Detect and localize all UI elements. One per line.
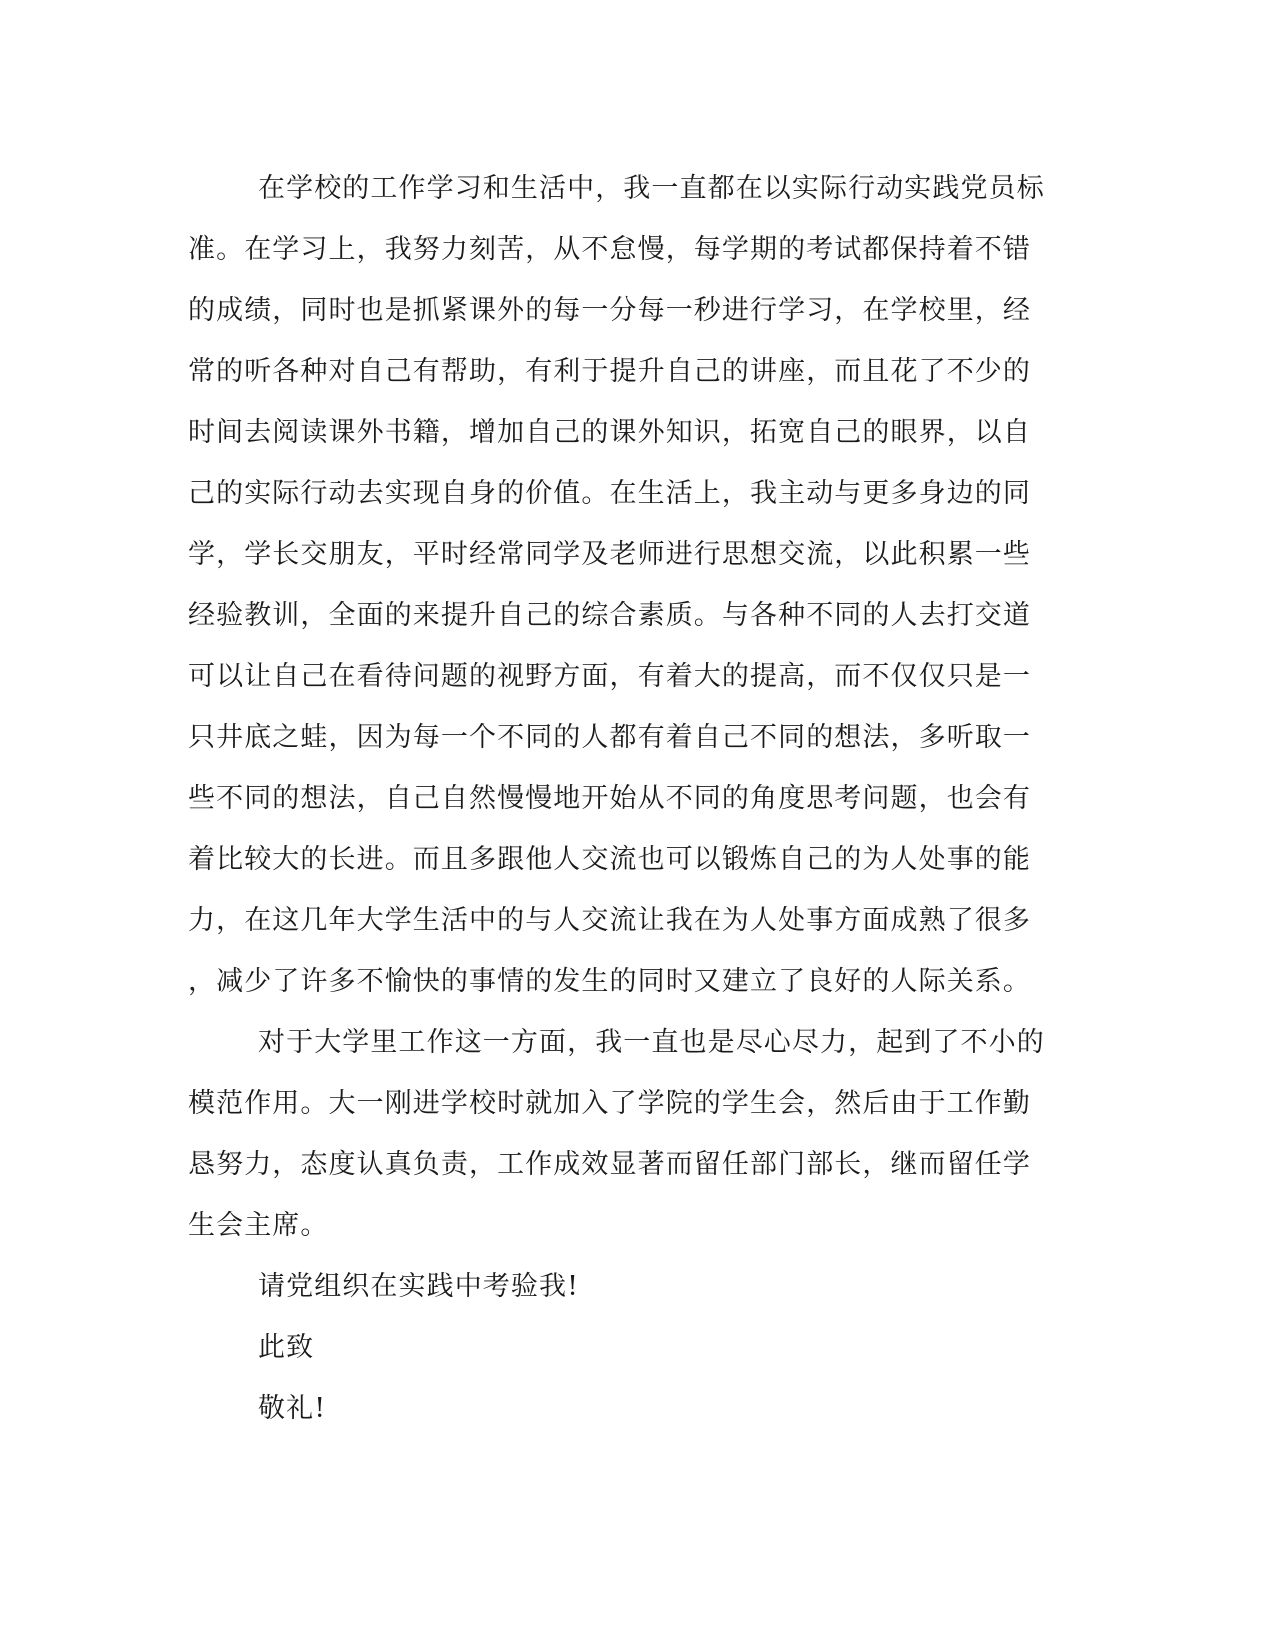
text-line: 可以让自己在看待问题的视野方面，有着大的提高，而不仅仅只是一 (188, 661, 1031, 692)
text-line: 的成绩，同时也是抓紧课外的每一分每一秒进行学习，在学校里，经 (188, 295, 1031, 326)
text-line: 己的实际行动去实现自身的价值。在生活上，我主动与更多身边的同 (188, 478, 1031, 509)
text-line: 着比较大的长进。而且多跟他人交流也可以锻炼自己的为人处事的能 (188, 844, 1031, 875)
text-line: 只井底之蛙，因为每一个不同的人都有着自己不同的想法，多听取一 (188, 722, 1031, 753)
text-line: 在学校的工作学习和生活中，我一直都在以实际行动实践党员标 (258, 173, 1045, 204)
text-line: 经验教训，全面的来提升自己的综合素质。与各种不同的人去打交道 (188, 600, 1031, 631)
text-line: 模范作用。大一刚进学校时就加入了学院的学生会，然后由于工作勤 (188, 1088, 1031, 1119)
letter-body (188, 158, 1048, 1439)
salutation-jingli: 敬礼! (258, 1393, 327, 1424)
text-line: 对于大学里工作这一方面，我一直也是尽心尽力，起到了不小的 (258, 1027, 1045, 1058)
text-line: 时间去阅读课外书籍，增加自己的课外知识，拓宽自己的眼界，以自 (188, 417, 1031, 448)
closing-request: 请党组织在实践中考验我! (258, 1271, 580, 1302)
paragraph-self-evaluation (188, 158, 1048, 1012)
text-line: 常的听各种对自己有帮助，有利于提升自己的讲座，而且花了不少的 (188, 356, 1031, 387)
text-line: 些不同的想法，自己自然慢慢地开始从不同的角度思考问题，也会有 (188, 783, 1031, 814)
text-line: 生会主席。 (188, 1210, 329, 1241)
text-line: ，减少了许多不愉快的事情的发生的同时又建立了良好的人际关系。 (188, 966, 1031, 997)
text-line: 恳努力，态度认真负责，工作成效显著而留任部门部长，继而留任学 (188, 1149, 1031, 1180)
text-line: 力，在这几年大学生活中的与人交流让我在为人处事方面成熟了很多 (188, 905, 1031, 936)
paragraph-student-work (188, 1012, 1048, 1256)
text-line: 准。在学习上，我努力刻苦，从不怠慢，每学期的考试都保持着不错 (188, 234, 1031, 265)
text-line: 学，学长交朋友，平时经常同学及老师进行思想交流，以此积累一些 (188, 539, 1031, 570)
salutation-cizhi: 此致 (258, 1332, 315, 1363)
